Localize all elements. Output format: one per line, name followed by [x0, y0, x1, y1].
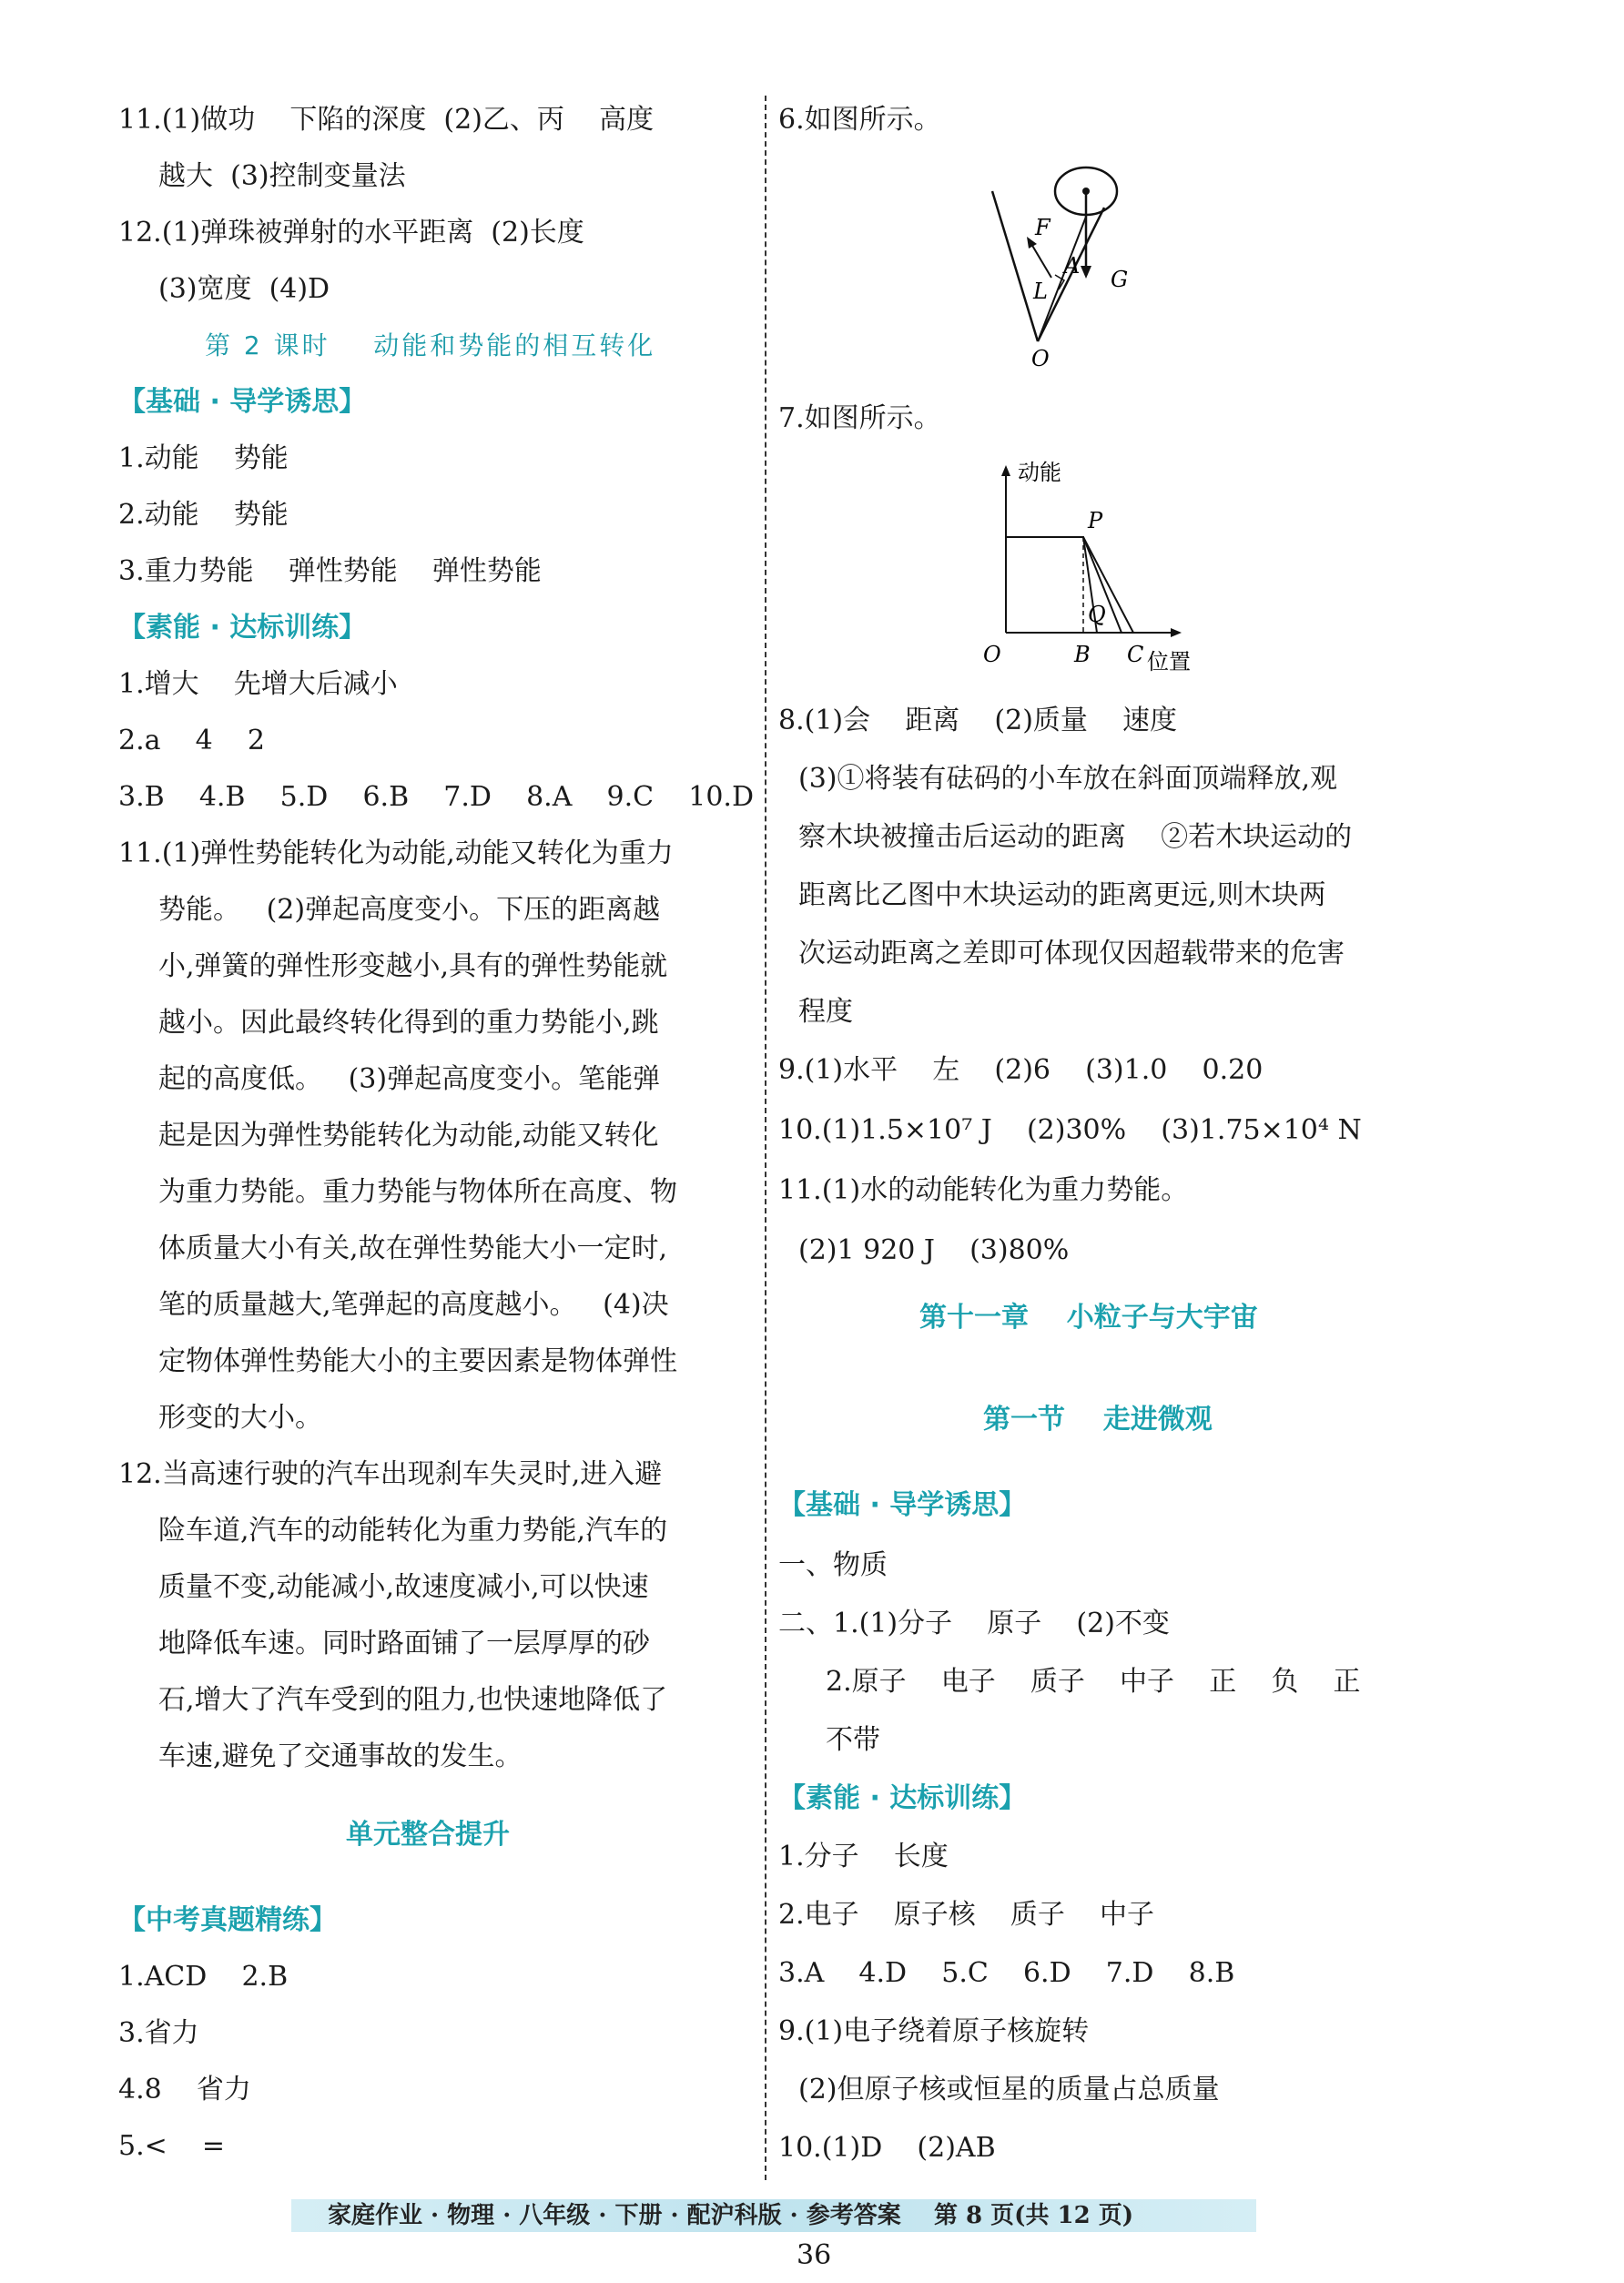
answer-practice-12-line4: 地降低车速。同时路面铺了一层厚厚的砂: [158, 1628, 650, 1659]
answer-basic-2-2-cont: 不带: [826, 1724, 880, 1756]
answer-11-line1: 11.(1)做功 下陷的深度 (2)乙、丙 高度: [118, 104, 655, 136]
answer-practice-11-line1: 11.(1)弹性势能转化为动能,动能又转化为重力: [118, 837, 674, 869]
page-number: 36: [797, 2239, 832, 2271]
answer-11-line2: (2)1 920 J (3)80%: [798, 1234, 1070, 1266]
answer-practice-11-line3: 小,弹簧的弹性形变越小,具有的弹性势能就: [158, 950, 668, 982]
answer-basic-2: 2.动能 势能: [118, 499, 289, 531]
answer-exam-3: 3.省力: [118, 2017, 199, 2049]
answer-9: 9.(1)水平 左 (2)6 (3)1.0 0.20: [778, 1054, 1264, 1086]
answer-8-line4: 距离比乙图中木块运动的距离更远,则木块两: [798, 879, 1326, 911]
label-G: G: [1111, 267, 1129, 292]
answer-10: 10.(1)1.5×10⁷ J (2)30% (3)1.75×10⁴ N: [778, 1114, 1362, 1146]
answer-practice-3-10: 3.B 4.B 5.D 6.B 7.D 8.A 9.C 10.D: [118, 781, 754, 813]
answer-practice-11-line4: 越小。因此最终转化得到的重力势能小,跳: [158, 1007, 659, 1039]
label-B: B: [1074, 642, 1091, 667]
answer-exam-5: 5.< =: [118, 2130, 226, 2162]
y-axis-arrow: [1001, 465, 1010, 476]
label-P: P: [1088, 508, 1103, 533]
label-C: C: [1127, 642, 1144, 667]
label-O: O: [1031, 346, 1050, 371]
answer-practice-2: 2.a 4 2: [118, 725, 265, 756]
answer-practice-9-line1: 9.(1)电子绕着原子核旋转: [778, 2015, 1090, 2047]
answer-11-line2: 越大 (3)控制变量法: [158, 160, 406, 192]
answer-practice-11-line7: 为重力势能。重力势能与物体所在高度、物: [158, 1176, 677, 1208]
answer-8-line3: 察木块被撞击后运动的距离 ②若木块运动的: [798, 821, 1353, 853]
answer-practice-12-line5: 石,增大了汽车受到的阻力,也快速地降低了: [158, 1684, 668, 1716]
answer-basic-2: 二、1.(1)分子 原子 (2)不变: [778, 1608, 1170, 1639]
answer-practice-3-8: 3.A 4.D 5.C 6.D 7.D 8.B: [778, 1957, 1235, 1989]
answer-7: 7.如图所示。: [778, 402, 941, 434]
answer-basic-3: 3.重力势能 弹性势能 弹性势能: [118, 555, 542, 587]
left-arm-line: [992, 191, 1038, 341]
curve-B: [1006, 537, 1097, 633]
answer-practice-2: 2.电子 原子核 质子 中子: [778, 1899, 1155, 1931]
answer-practice-1: 1.分子 长度: [778, 1841, 949, 1872]
section-heading-practice: 【素能 · 达标训练】: [118, 612, 367, 644]
answer-practice-1: 1.增大 先增大后减小: [118, 668, 398, 700]
answer-practice-11-line11: 形变的大小。: [158, 1402, 322, 1434]
force-arrow: [1031, 244, 1051, 278]
label-Q: Q: [1088, 602, 1106, 627]
answer-exam-1-2: 1.ACD 2.B: [118, 1961, 289, 1993]
x-axis-arrow: [1171, 628, 1182, 637]
section-heading-exam: 【中考真题精练】: [118, 1904, 337, 1936]
energy-graph: [983, 460, 1202, 678]
section-title: 第一节 走进微观: [983, 1404, 1213, 1436]
footer-text: 家庭作业 · 物理 · 八年级 · 下册 · 配沪科版 · 参考答案 第 8 页(共 12 页): [328, 2202, 1134, 2229]
answer-11-line1: 11.(1)水的动能转化为重力势能。: [778, 1174, 1189, 1206]
lesson-title: 第 2 课时 动能和势能的相互转化: [205, 330, 656, 360]
y-label: 动能: [1018, 460, 1061, 485]
answer-basic-1: 一、物质: [778, 1549, 888, 1581]
answer-practice-11-line8: 体质量大小有关,故在弹性势能大小一定时,: [158, 1233, 668, 1264]
section-heading-basic: 【基础 · 导学诱思】: [778, 1489, 1027, 1521]
gravity-arrowhead: [1081, 266, 1091, 279]
answer-practice-11-line2: 势能。 (2)弹起高度变小。下压的距离越: [158, 894, 661, 926]
answer-8-line2: (3)①将装有砝码的小车放在斜面顶端释放,观: [798, 763, 1338, 795]
answer-practice-12-line3: 质量不变,动能减小,故速度减小,可以快速: [158, 1571, 649, 1603]
answer-practice-9-line2: (2)但原子核或恒星的质量占总质量: [798, 2074, 1220, 2105]
answer-practice-12-line1: 12.当高速行驶的汽车出现刹车失灵时,进入避: [118, 1458, 663, 1490]
label-A: A: [1064, 253, 1081, 279]
answer-practice-12-line2: 险车道,汽车的动能转化为重力势能,汽车的: [158, 1515, 668, 1547]
answer-practice-11-line6: 起是因为弹性势能转化为动能,动能又转化: [158, 1120, 659, 1152]
answer-practice-12-line6: 车速,避免了交通事故的发生。: [158, 1740, 523, 1772]
answer-practice-11-line9: 笔的质量越大,笔弹起的高度越小。 (4)决: [158, 1289, 669, 1321]
answer-basic-1: 1.动能 势能: [118, 442, 289, 474]
column-divider: [765, 96, 766, 2180]
label-L: L: [1033, 279, 1048, 304]
answer-basic-2-2: 2.原子 电子 质子 中子 正 负 正: [826, 1666, 1361, 1698]
section-heading-basic: 【基础 · 导学诱思】: [118, 386, 367, 418]
answer-8-line6: 程度: [798, 996, 853, 1028]
answer-8-line5: 次运动距离之差即可体现仅因超载带来的危害: [798, 938, 1345, 969]
answer-exam-4: 4.8 省力: [118, 2074, 251, 2105]
answer-6: 6.如图所示。: [778, 104, 941, 136]
answer-12-line1: 12.(1)弹珠被弹射的水平距离 (2)长度: [118, 217, 584, 249]
answer-practice-10: 10.(1)D (2)AB: [778, 2132, 996, 2164]
label-O: O: [983, 642, 1001, 667]
unit-title: 单元整合提升: [346, 1819, 510, 1851]
answer-practice-11-line10: 定物体弹性势能大小的主要因素是物体弹性: [158, 1345, 677, 1377]
answer-12-line2: (3)宽度 (4)D: [158, 273, 330, 305]
lever-diagram: [988, 155, 1133, 373]
answer-8-line1: 8.(1)会 距离 (2)质量 速度: [778, 705, 1178, 736]
label-F: F: [1035, 215, 1051, 240]
answer-practice-11-line5: 起的高度低。 (3)弹起高度变小。笔能弹: [158, 1063, 661, 1095]
chapter-title: 第十一章 小粒子与大宇宙: [919, 1302, 1258, 1334]
x-label: 位置: [1147, 649, 1191, 675]
section-heading-practice: 【素能 · 达标训练】: [778, 1782, 1027, 1814]
